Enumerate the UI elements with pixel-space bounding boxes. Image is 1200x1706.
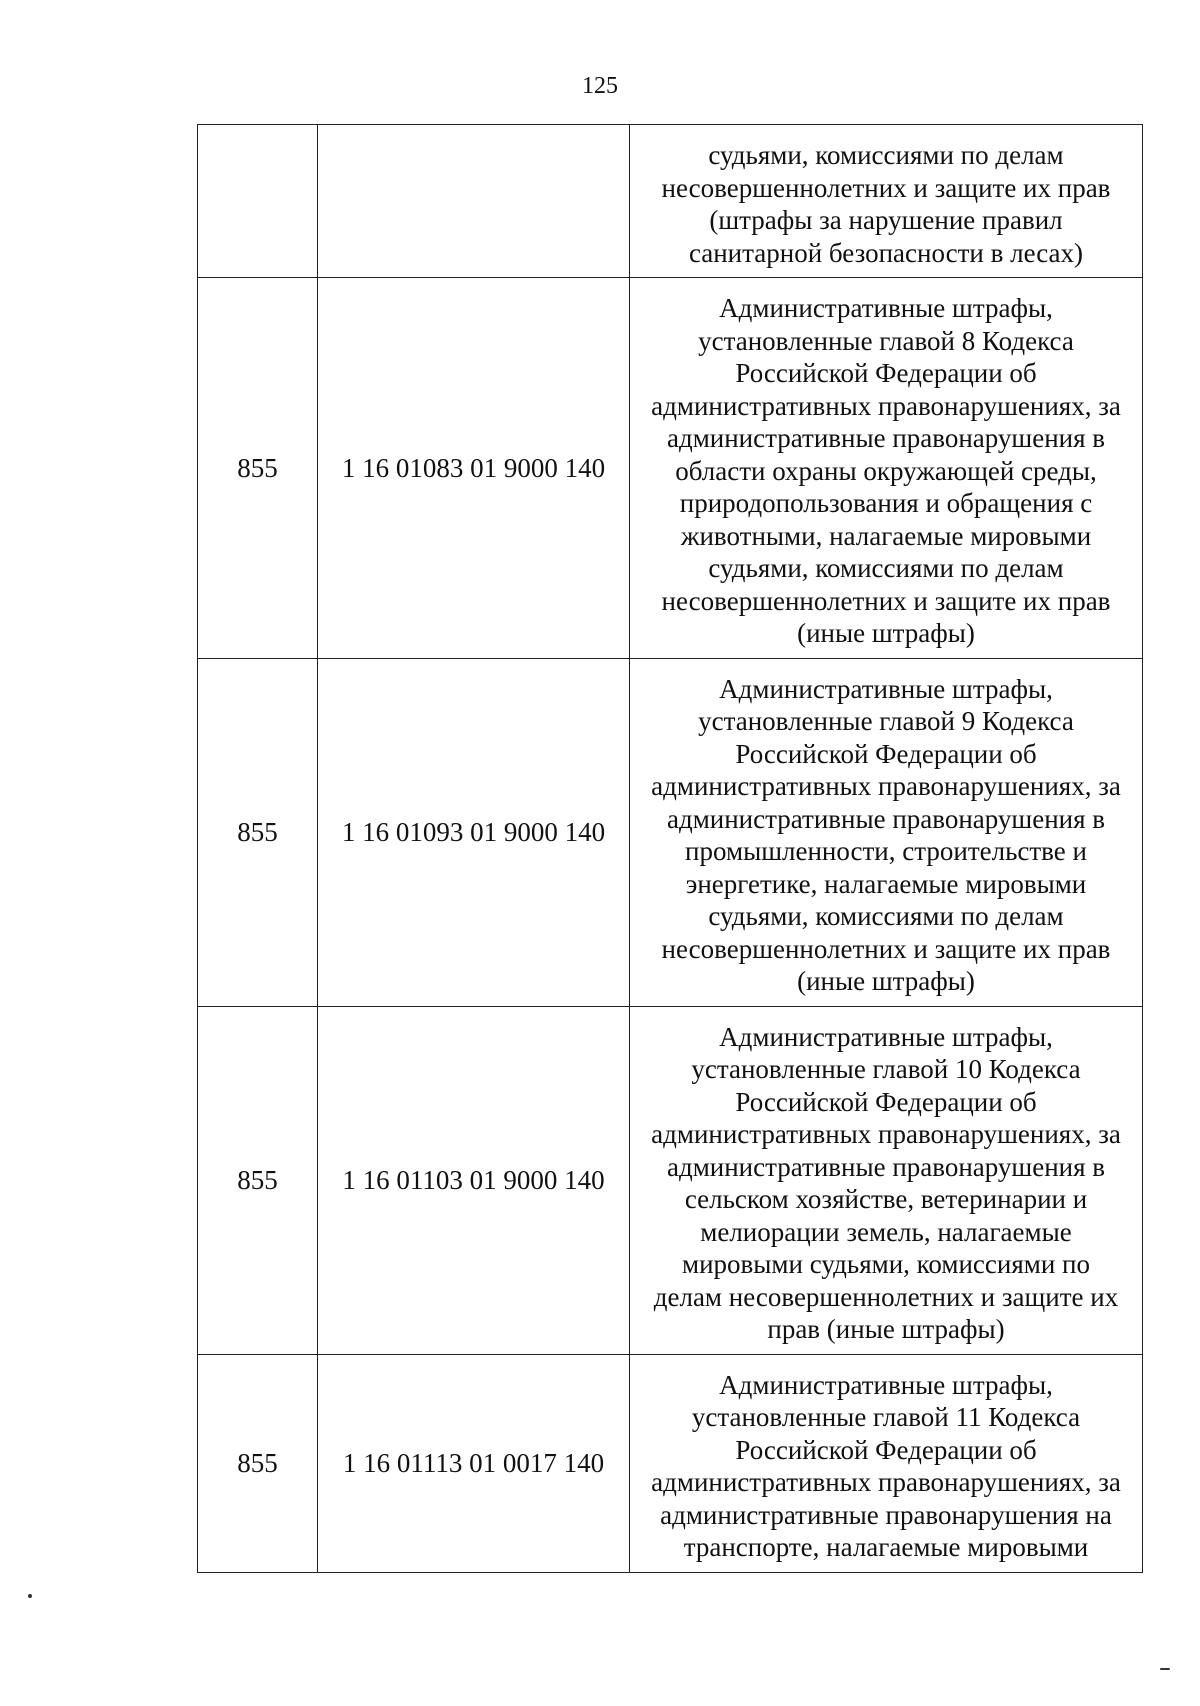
admin-code-cell xyxy=(198,125,318,278)
kbk-code-cell: 1 16 01083 01 9000 140 xyxy=(318,278,630,659)
description-cell: Административные штрафы, установленные главой 8 Кодекса Российской Федерации об административных правонарушениях, за административные правонарушения в области охраны окружающей среды, природопользования и обращения с животными, налагаемые мировыми судьями, комиссиями по делам несовершеннолетних и защите их прав (иные штрафы) xyxy=(630,278,1143,659)
page-number: 125 xyxy=(582,73,618,99)
kbk-code-cell: 1 16 01093 01 9000 140 xyxy=(318,658,630,1006)
description-cell: Административные штрафы, установленные главой 9 Кодекса Российской Федерации об административных правонарушениях, за административные правонарушения в промышленности, строительстве и энергетике, налагаемые мировыми судьями, комиссиями по делам несовершеннолетних и защите их прав (иные штрафы) xyxy=(630,658,1143,1006)
kbk-code-cell xyxy=(318,125,630,278)
admin-code-cell: 855 xyxy=(198,1006,318,1354)
kbk-code-cell: 1 16 01113 01 0017 140 xyxy=(318,1354,630,1572)
table-row xyxy=(198,658,1143,1006)
description-cell: судьями, комиссиями по делам несовершеннолетних и защите их прав (штрафы за нарушение правил санитарной безопасности в лесах) xyxy=(630,125,1143,278)
admin-code-cell: 855 xyxy=(198,1354,318,1572)
admin-code-cell: 855 xyxy=(198,658,318,1006)
scan-speck xyxy=(28,1594,32,1598)
table-row xyxy=(198,278,1143,659)
revenue-codes-table xyxy=(197,124,1143,1573)
scan-speck xyxy=(1160,1668,1170,1670)
admin-code-cell: 855 xyxy=(198,278,318,659)
description-cell: Административные штрафы, установленные главой 11 Кодекса Российской Федерации об административных правонарушениях, за административные правонарушения на транспорте, налагаемые мировыми xyxy=(630,1354,1143,1572)
kbk-code-cell: 1 16 01103 01 9000 140 xyxy=(318,1006,630,1354)
table-row xyxy=(198,1006,1143,1354)
description-cell: Административные штрафы, установленные главой 10 Кодекса Российской Федерации об административных правонарушениях, за административные правонарушения в сельском хозяйстве, ветеринарии и мелиорации земель, налагаемые мировыми судьями, комиссиями по делам несовершеннолетних и защите их прав (иные штрафы) xyxy=(630,1006,1143,1354)
table-row xyxy=(198,1354,1143,1572)
table-row xyxy=(198,125,1143,278)
